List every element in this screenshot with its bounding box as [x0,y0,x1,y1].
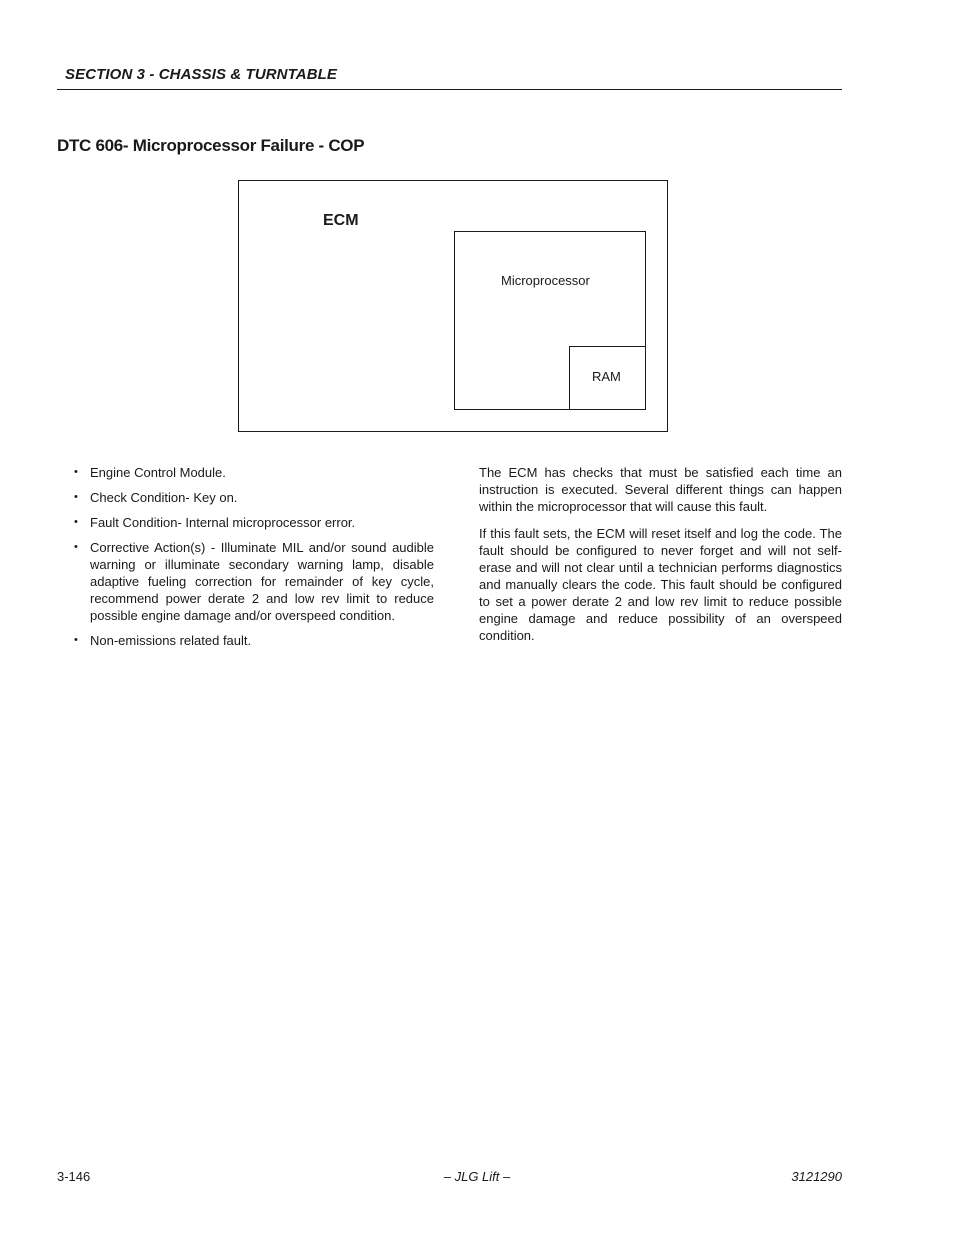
bullet-icon: • [74,466,78,478]
ram-box [569,346,646,410]
document-number: 3121290 [791,1169,842,1184]
bullet-text: Engine Control Module. [90,465,226,480]
bullet-text: Fault Condition- Internal microprocessor error. [90,515,356,530]
page-number: 3-146 [57,1169,91,1184]
ecm-label: ECM [323,212,359,229]
bullet-item [74,514,434,531]
description-paragraph: If this fault sets, the ECM will reset itself and log the code. The fault should be configured to never forget and will not self-erase and will not clear until a technician performs diagnostics and manually clears the code. This fault should be configured to set a power derate 2 and low rev limit to reduce possible engine damage and reduce possibility of an overspeed condition. [479,526,842,643]
dtc-title: DTC 606- Microprocessor Failure - COP [57,136,365,155]
description-column [479,464,842,654]
bullet-text: Check Condition- Key on. [90,490,238,505]
ecm-diagram [238,180,668,432]
bullet-icon: • [74,516,78,528]
bullet-list [74,464,434,649]
footer-center-text: – JLG Lift – [443,1169,511,1184]
ram-label: RAM [592,369,621,384]
bullet-icon: • [74,541,78,553]
microprocessor-label: Microprocessor [501,273,590,288]
bullet-list-column [74,464,434,657]
bullet-item [74,539,434,624]
bullet-icon: • [74,491,78,503]
section-header [57,64,842,90]
bullet-item [74,489,434,506]
bullet-text: Corrective Action(s) - Illuminate MIL and/or sound audible warning or illuminate secondary warning lamp, disable adaptive fueling correction for remainder of key cycle, recommend power derate 2 and low rev limit to reduce possible engine damage and/or overspeed condition. [90,540,434,623]
section-title: SECTION 3 - CHASSIS & TURNTABLE [65,66,338,83]
description-paragraph: The ECM has checks that must be satisfied each time an instruction is executed. Several different things can happen within the microprocessor that will cause this fault. [479,465,842,514]
bullet-icon: • [74,634,78,646]
bullet-item [74,464,434,481]
bullet-item [74,632,434,649]
bullet-text: Non-emissions related fault. [90,633,252,648]
microprocessor-box [454,231,646,410]
